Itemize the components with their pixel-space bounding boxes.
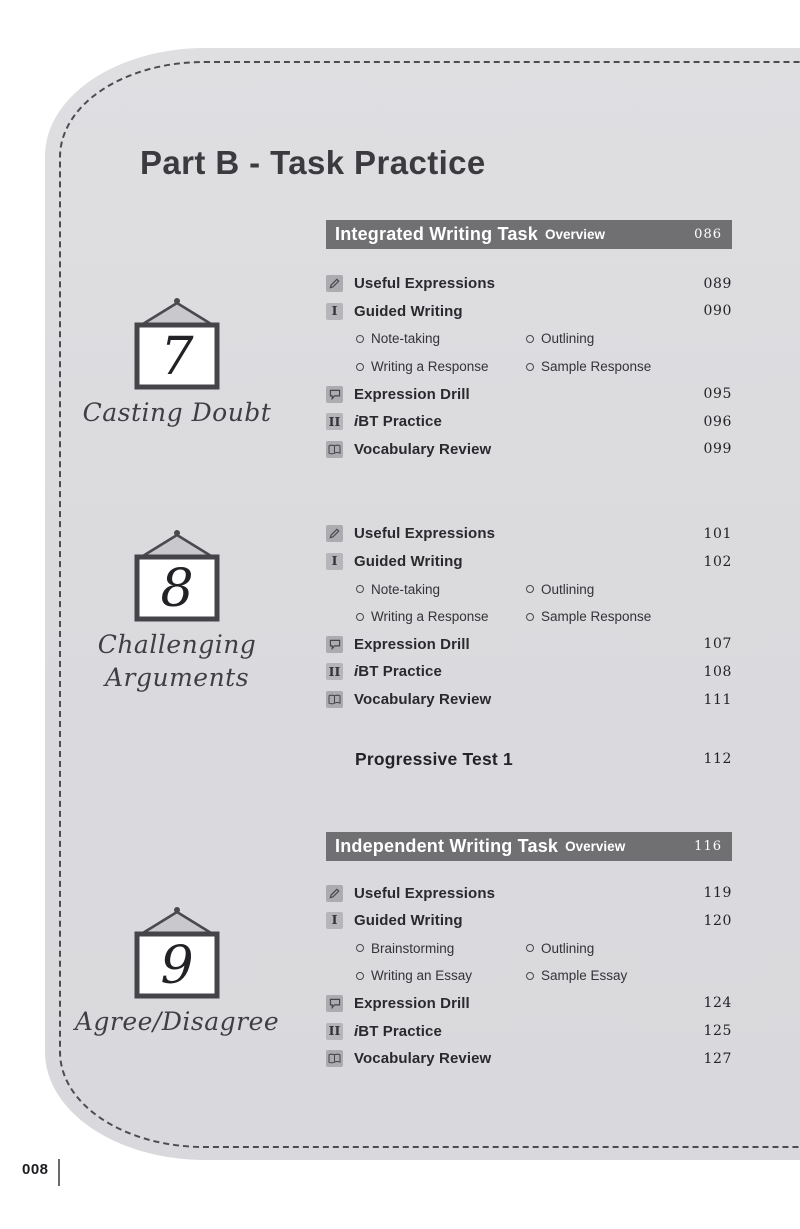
progressive-test-page-number: 112 [703,751,732,768]
circle-bullet-icon [526,944,534,952]
chapter-number: 7 [160,327,194,387]
toc-item-row [326,408,732,436]
toc-item-row [326,380,732,408]
toc-sub-item [356,331,526,346]
item-label: Vocabulary Review [354,440,492,458]
sub-item-label: Outlining [541,940,595,956]
item-page-number: 095 [703,386,732,403]
sub-item-label: Note-taking [371,581,441,597]
item-page-number: 102 [703,553,732,570]
folio-page-number: 008 [22,1161,49,1178]
roman-one-icon: I [326,303,343,320]
toc-item-row [326,436,732,464]
open-book-icon [326,441,343,458]
chapter-label [98,628,257,694]
toc-sub-item [526,968,627,983]
item-page-number: 096 [703,413,732,430]
sub-item-label: Outlining [541,331,595,347]
item-page-number: 111 [703,691,732,708]
item-label: Useful Expressions [354,884,496,902]
item-page-number: 124 [703,995,732,1012]
section-header-independent [326,832,732,861]
item-label: iBT Practice [354,413,442,431]
toc-item-row [326,548,732,576]
toc-item-row [326,1045,732,1073]
circle-bullet-icon [356,363,364,371]
sub-item-label: Writing a Response [371,609,489,625]
hanging-sign-icon [117,295,237,391]
chapter-label-line: Casting Doubt [82,398,272,427]
progressive-test-row [326,744,732,774]
item-page-number: 107 [703,636,732,653]
item-page-number: 090 [703,303,732,320]
chapter-label-line: Challenging [97,630,257,659]
pencil-icon [326,275,343,292]
item-label: Guided Writing [354,912,463,930]
sub-item-label: Writing a Response [371,359,489,375]
chapter-number: 8 [160,559,194,619]
folio-rule [58,1159,60,1186]
toc-sub-row [326,962,732,990]
item-page-number: 089 [703,275,732,292]
speech-bubble-icon [326,386,343,403]
toc-sub-row [326,575,732,603]
toc-item-row [326,520,732,548]
hanging-sign-icon [117,527,237,623]
pencil-icon [326,525,343,542]
item-label: Expression Drill [354,994,470,1012]
toc-sub-item [356,941,526,956]
hanging-sign-icon [117,904,237,1000]
pencil-icon [326,885,343,902]
toc-sub-row [326,353,732,381]
sub-item-label: Brainstorming [371,940,455,956]
circle-bullet-icon [526,972,534,980]
item-page-number: 119 [703,885,732,902]
toc-sub-row [326,935,732,963]
chapter-label-line: Arguments [104,663,250,692]
toc-list-chapter-9 [326,879,732,1072]
toc-item-row [326,879,732,907]
toc-sub-item [356,582,526,597]
toc-sub-row [326,603,732,631]
speech-bubble-icon [326,995,343,1012]
toc-content [326,220,732,1072]
sub-item-label: Sample Response [541,359,652,375]
item-label: Vocabulary Review [354,691,492,709]
toc-sub-item [356,359,526,374]
circle-bullet-icon [526,585,534,593]
chapter-number: 9 [160,936,194,996]
progressive-test-label: Progressive Test 1 [355,748,513,769]
item-page-number: 099 [703,441,732,458]
item-page-number: 127 [703,1050,732,1067]
item-label: Expression Drill [354,385,470,403]
item-label: Useful Expressions [354,525,496,543]
folio [22,1161,60,1186]
toc-sub-item [526,609,651,624]
circle-bullet-icon [356,585,364,593]
circle-bullet-icon [526,335,534,343]
page-title: Part B - Task Practice [140,144,486,181]
section-header-overview-label: Overview [565,839,626,855]
open-book-icon [326,691,343,708]
toc-sub-item [356,609,526,624]
toc-sub-item [526,359,651,374]
item-page-number: 120 [703,912,732,929]
sub-item-label: Sample Essay [541,968,628,984]
toc-sub-item [356,968,526,983]
circle-bullet-icon [526,363,534,371]
speech-bubble-icon [326,636,343,653]
section-header-title: Integrated Writing Task [335,224,538,244]
circle-bullet-icon [356,972,364,980]
section-header-integrated [326,220,732,249]
item-label-italic-prefix: i [354,413,359,431]
chapter-9-sign [67,904,287,1038]
roman-one-icon: I [326,912,343,929]
section-header-title: Independent Writing Task [335,836,559,857]
toc-list-chapter-8 [326,520,732,713]
item-label: Guided Writing [354,553,463,571]
item-label: Guided Writing [354,302,463,320]
item-label: Useful Expressions [354,275,496,293]
toc-item-row [326,990,732,1018]
open-book-icon [326,1050,343,1067]
item-label-italic-prefix: i [354,1022,359,1040]
chapter-label [83,396,272,429]
circle-bullet-icon [356,613,364,621]
chapter-label-line: Agree/Disagree [74,1007,280,1036]
section-header-page-number: 086 [694,227,722,242]
chapter-7-sign [67,295,287,429]
item-label: Vocabulary Review [354,1050,492,1068]
roman-two-icon: II [326,1023,343,1040]
toc-list-chapter-7 [326,270,732,463]
toc-sub-item [526,582,594,597]
roman-two-icon: II [326,663,343,680]
circle-bullet-icon [356,335,364,343]
sub-item-label: Sample Response [541,609,652,625]
section-header-page-number: 116 [694,839,722,855]
roman-two-icon: II [326,413,343,430]
item-page-number: 101 [703,525,732,542]
toc-sub-row [326,325,732,353]
toc-item-row [326,658,732,686]
item-page-number: 125 [703,1023,732,1040]
circle-bullet-icon [356,944,364,952]
toc-item-row [326,686,732,714]
toc-item-row [326,631,732,659]
toc-sub-item [526,941,594,956]
item-label: iBT Practice [354,1022,442,1040]
toc-item-row [326,270,732,298]
chapter-label [75,1005,279,1038]
sub-item-label: Writing an Essay [371,968,473,984]
toc-sub-item [526,331,594,346]
toc-item-row [326,1017,732,1045]
item-page-number: 108 [703,663,732,680]
sub-item-label: Note-taking [371,331,441,347]
item-label-italic-prefix: i [354,663,359,681]
section-header-overview-label: Overview [544,227,606,242]
roman-one-icon: I [326,553,343,570]
item-label: Expression Drill [354,635,470,653]
chapter-8-sign [67,527,287,694]
circle-bullet-icon [526,613,534,621]
toc-item-row [326,298,732,326]
toc-item-row [326,907,732,935]
item-label: iBT Practice [354,663,442,681]
sub-item-label: Outlining [541,581,595,597]
